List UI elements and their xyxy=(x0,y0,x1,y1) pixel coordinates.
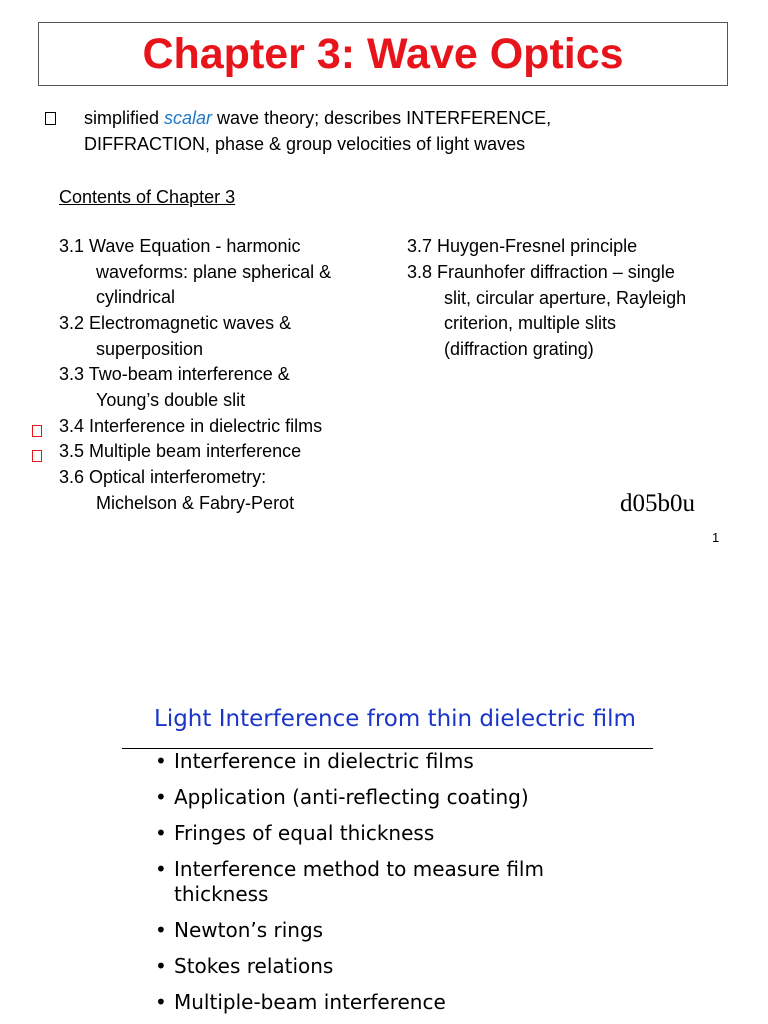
contents-item xyxy=(59,362,290,413)
title-box xyxy=(38,22,728,86)
contents-item-line: 3.1 Wave Equation - harmonic xyxy=(59,236,301,256)
contents-item-line: Michelson & Fabry-Perot xyxy=(96,492,295,513)
contents-item-line: 3.3 Two-beam interference & xyxy=(59,364,290,384)
bullet-text: Newton’s rings xyxy=(174,918,324,942)
bullet-text: thickness xyxy=(174,882,269,906)
intro-scalar: scalar xyxy=(164,108,213,128)
contents-item xyxy=(59,234,331,311)
contents-item-line: slit, circular aperture, Rayleigh xyxy=(444,287,687,308)
bullet-dot-icon: • xyxy=(155,749,167,773)
bullet-dot-icon: • xyxy=(155,821,167,845)
contents-item-line: waveforms: plane spherical & xyxy=(96,261,332,282)
red-marker-icon xyxy=(32,449,42,467)
slide2-title: Light Interference from thin dielectric film xyxy=(154,706,636,732)
bullet-text: Interference method to measure film xyxy=(174,857,544,881)
intro-text xyxy=(84,105,724,157)
bullet-text: Multiple-beam interference xyxy=(174,990,446,1014)
bullet-text: Fringes of equal thickness xyxy=(174,821,435,845)
contents-item xyxy=(59,465,294,516)
bullet-dot-icon: • xyxy=(155,785,167,809)
contents-item-line: 3.7 Huygen-Fresnel principle xyxy=(407,236,638,256)
page-number: 1 xyxy=(712,530,720,545)
bullet-item xyxy=(155,857,675,907)
contents-item-line: criterion, multiple slits xyxy=(444,313,617,333)
contents-item-line: 3.6 Optical interferometry: xyxy=(59,467,267,487)
contents-item-line: 3.4 Interference in dielectric films xyxy=(59,416,323,436)
contents-item-line: 3.5 Multiple beam interference xyxy=(59,441,302,461)
contents-heading: Contents of Chapter 3 xyxy=(59,187,236,207)
contents-item-line: cylindrical xyxy=(96,287,176,307)
bullet-item xyxy=(155,990,675,1015)
bullet-item xyxy=(155,821,675,846)
contents-item-line: 3.8 Fraunhofer diffraction – single xyxy=(407,262,675,282)
bullet-dot-icon: • xyxy=(155,954,167,978)
contents-item xyxy=(407,234,637,260)
contents-item-line: (diffraction grating) xyxy=(444,338,594,359)
bullet-dot-icon: • xyxy=(155,990,167,1014)
intro-pre: simplified xyxy=(84,108,165,128)
bullet-item xyxy=(155,785,675,810)
intro-post: wave theory; describes INTERFERENCE, xyxy=(212,108,552,128)
contents-item-line: 3.2 Electromagnetic waves & xyxy=(59,313,292,333)
contents-item xyxy=(59,414,322,440)
contents-item xyxy=(59,439,301,465)
bullet-item xyxy=(155,749,675,774)
bullet-item xyxy=(155,954,675,979)
contents-item-line: Young’s double slit xyxy=(96,389,246,410)
bullet-item xyxy=(155,918,675,943)
intro-line2: DIFFRACTION, phase & group velocities of light waves xyxy=(84,134,526,154)
contents-item-line: superposition xyxy=(96,338,204,359)
bullet-text: Stokes relations xyxy=(174,954,334,978)
bullet-text: Interference in dielectric films xyxy=(174,749,474,773)
square-bullet-icon xyxy=(45,106,56,132)
signature-text: d05b0u xyxy=(620,490,695,517)
bullet-list xyxy=(155,746,675,1015)
bullet-text: Application (anti-reflecting coating) xyxy=(174,785,529,809)
red-marker-icon xyxy=(32,424,42,442)
contents-item xyxy=(59,311,291,362)
bullet-dot-icon: • xyxy=(155,918,167,942)
page-title: Chapter 3: Wave Optics xyxy=(142,29,624,78)
bullet-dot-icon: • xyxy=(155,857,167,881)
contents-item xyxy=(407,260,686,362)
